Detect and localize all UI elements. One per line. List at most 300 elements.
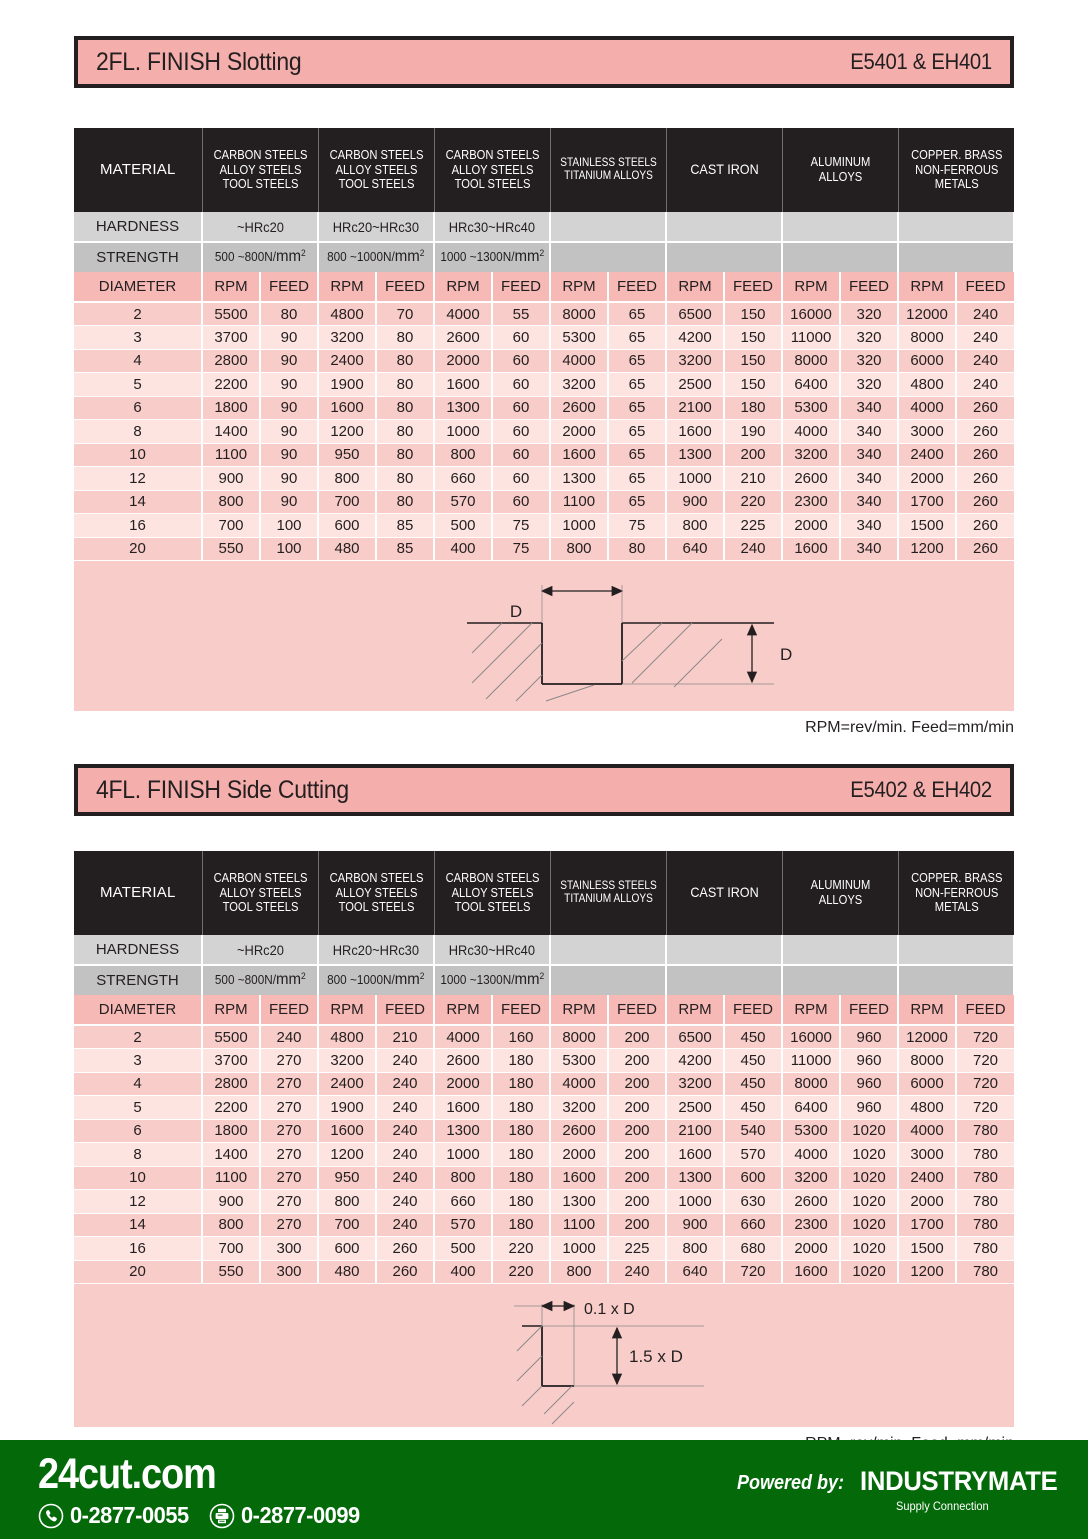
cell-diameter: 2 [74, 302, 202, 326]
material-header-row [74, 851, 1014, 935]
cell-feed: 720 [956, 1072, 1014, 1096]
cell-rpm: 4000 [782, 1143, 840, 1167]
cell-feed: 80 [376, 443, 434, 467]
cell-feed: 1020 [840, 1166, 898, 1190]
strength-value-5 [782, 242, 898, 272]
cell-feed: 260 [956, 537, 1014, 561]
cell-rpm: 700 [202, 514, 260, 538]
side-cut-axial-label: 1.5 x D [629, 1347, 683, 1366]
strength-value-0: 500 $\sim 800N/mm^2$ [202, 242, 318, 272]
hardness-label: HARDNESS [74, 935, 202, 965]
cell-feed: 240 [376, 1096, 434, 1120]
cell-feed: 660 [724, 1213, 782, 1237]
cell-diameter: 16 [74, 514, 202, 538]
cell-rpm: 1600 [666, 1143, 724, 1167]
cell-feed: 90 [260, 396, 318, 420]
cell-feed: 320 [840, 373, 898, 397]
feed-header-3: FEED [608, 272, 666, 302]
cell-rpm: 1100 [202, 443, 260, 467]
cell-feed: 270 [260, 1190, 318, 1214]
table-row [74, 1072, 1014, 1096]
cell-feed: 240 [608, 1260, 666, 1284]
feed-header-3: FEED [608, 995, 666, 1025]
cell-feed: 75 [608, 514, 666, 538]
cell-rpm: 480 [318, 1260, 376, 1284]
cell-feed: 260 [376, 1237, 434, 1261]
slot-depth-label: D [780, 645, 793, 664]
hardness-value-4 [666, 935, 782, 965]
table-row [74, 1237, 1014, 1261]
cell-rpm: 5500 [202, 1025, 260, 1049]
cell-feed: 200 [608, 1190, 666, 1214]
cell-rpm: 2800 [202, 349, 260, 373]
cell-diameter: 3 [74, 1049, 202, 1073]
cell-rpm: 1100 [202, 1166, 260, 1190]
cell-feed: 240 [956, 349, 1014, 373]
cell-rpm: 16000 [782, 1025, 840, 1049]
cell-diameter: 8 [74, 1143, 202, 1167]
table-row [74, 1143, 1014, 1167]
rpm-header-4: RPM [666, 272, 724, 302]
cell-feed: 60 [492, 349, 550, 373]
feed-header-0: FEED [260, 995, 318, 1025]
cell-rpm: 2000 [898, 1190, 956, 1214]
cell-rpm: 5300 [782, 396, 840, 420]
cell-feed: 80 [376, 467, 434, 491]
strength-value-4 [666, 965, 782, 995]
cell-feed: 540 [724, 1119, 782, 1143]
cell-feed: 270 [260, 1119, 318, 1143]
table-row [74, 514, 1014, 538]
cell-rpm: 12000 [898, 302, 956, 326]
cell-rpm: 800 [550, 537, 608, 561]
cell-feed: 200 [608, 1119, 666, 1143]
cell-feed: 240 [956, 373, 1014, 397]
cell-feed: 1020 [840, 1190, 898, 1214]
cell-feed: 450 [724, 1072, 782, 1096]
cell-feed: 780 [956, 1260, 1014, 1284]
cell-feed: 200 [608, 1143, 666, 1167]
table-row [74, 1213, 1014, 1237]
cell-feed: 1020 [840, 1260, 898, 1284]
hardness-label: HARDNESS [74, 212, 202, 242]
cell-feed: 630 [724, 1190, 782, 1214]
cell-feed: 240 [956, 326, 1014, 350]
brand-name: 24cut.com [38, 1450, 216, 1498]
cell-feed: 75 [492, 537, 550, 561]
cell-feed: 200 [608, 1213, 666, 1237]
cell-rpm: 500 [434, 514, 492, 538]
cell-feed: 270 [260, 1166, 318, 1190]
cell-rpm: 1400 [202, 1143, 260, 1167]
cell-feed: 960 [840, 1049, 898, 1073]
strength-value-3 [550, 242, 666, 272]
cell-rpm: 4000 [550, 1072, 608, 1096]
phone-contact[interactable] [38, 1502, 195, 1529]
cell-rpm: 3000 [898, 420, 956, 444]
cell-feed: 780 [956, 1119, 1014, 1143]
cell-feed: 190 [724, 420, 782, 444]
cell-rpm: 1500 [898, 514, 956, 538]
cell-feed: 90 [260, 420, 318, 444]
cell-rpm: 1200 [898, 1260, 956, 1284]
cell-rpm: 1000 [666, 467, 724, 491]
cell-rpm: 500 [434, 1237, 492, 1261]
material-group-5: ALUMINUM ALLOYS [782, 851, 898, 935]
cell-rpm: 1600 [434, 373, 492, 397]
cell-rpm: 4000 [434, 1025, 492, 1049]
cell-rpm: 800 [318, 1190, 376, 1214]
table-row [74, 490, 1014, 514]
cell-feed: 90 [260, 443, 318, 467]
cell-feed: 450 [724, 1049, 782, 1073]
cell-rpm: 2400 [898, 1166, 956, 1190]
cell-feed: 570 [724, 1143, 782, 1167]
cell-rpm: 8000 [782, 1072, 840, 1096]
cell-rpm: 2600 [434, 326, 492, 350]
cell-feed: 780 [956, 1143, 1014, 1167]
material-group-4: CAST IRON [666, 851, 782, 935]
cell-feed: 240 [260, 1025, 318, 1049]
cell-feed: 270 [260, 1213, 318, 1237]
cell-rpm: 3700 [202, 1049, 260, 1073]
cell-rpm: 1800 [202, 396, 260, 420]
hardness-row [74, 212, 1014, 242]
table-row [74, 396, 1014, 420]
industrymate-logo [860, 1466, 1068, 1513]
cell-rpm: 2300 [782, 490, 840, 514]
cell-rpm: 1600 [666, 420, 724, 444]
spec-table-side-cutting [74, 851, 1015, 1284]
material-group-5: ALUMINUM ALLOYS [782, 128, 898, 212]
cell-rpm: 700 [318, 1213, 376, 1237]
material-group-1: CARBON STEELS ALLOY STEELS TOOL STEELS [318, 128, 434, 212]
cell-feed: 90 [260, 326, 318, 350]
cell-feed: 260 [956, 467, 1014, 491]
cell-feed: 720 [956, 1096, 1014, 1120]
cell-rpm: 2500 [666, 1096, 724, 1120]
cell-feed: 200 [608, 1096, 666, 1120]
cell-rpm: 800 [318, 467, 376, 491]
cell-rpm: 6500 [666, 1025, 724, 1049]
cell-feed: 320 [840, 302, 898, 326]
material-header-row [74, 128, 1014, 212]
rpm-header-3: RPM [550, 995, 608, 1025]
slot-cross-section-diagram [74, 561, 1014, 711]
cell-feed: 270 [260, 1072, 318, 1096]
cell-rpm: 1900 [318, 373, 376, 397]
cell-rpm: 11000 [782, 1049, 840, 1073]
cell-feed: 180 [492, 1119, 550, 1143]
table-row [74, 467, 1014, 491]
cell-feed: 300 [260, 1237, 318, 1261]
cell-feed: 340 [840, 514, 898, 538]
hardness-value-3 [550, 935, 666, 965]
cell-rpm: 2300 [782, 1213, 840, 1237]
cell-feed: 65 [608, 373, 666, 397]
cell-rpm: 2400 [318, 349, 376, 373]
feed-header-0: FEED [260, 272, 318, 302]
cell-rpm: 3200 [666, 349, 724, 373]
cell-feed: 340 [840, 537, 898, 561]
cell-rpm: 2200 [202, 1096, 260, 1120]
cell-feed: 150 [724, 326, 782, 350]
cell-rpm: 5300 [550, 1049, 608, 1073]
cell-feed: 260 [956, 396, 1014, 420]
cell-feed: 180 [492, 1143, 550, 1167]
rpm-header-2: RPM [434, 272, 492, 302]
cell-rpm: 2000 [550, 420, 608, 444]
cell-feed: 60 [492, 326, 550, 350]
phone-icon [38, 1503, 64, 1529]
cell-rpm: 2100 [666, 396, 724, 420]
cell-rpm: 800 [202, 490, 260, 514]
cell-diameter: 14 [74, 490, 202, 514]
feed-header-2: FEED [492, 272, 550, 302]
page-footer [0, 1440, 1088, 1539]
cell-feed: 260 [376, 1260, 434, 1284]
cell-feed: 220 [492, 1237, 550, 1261]
cell-rpm: 1100 [550, 1213, 608, 1237]
cell-rpm: 1000 [434, 420, 492, 444]
cell-feed: 260 [956, 490, 1014, 514]
cell-rpm: 800 [666, 514, 724, 538]
cell-rpm: 8000 [898, 1049, 956, 1073]
cell-feed: 80 [376, 490, 434, 514]
cell-feed: 80 [376, 349, 434, 373]
rpm-header-5: RPM [782, 272, 840, 302]
feed-header-5: FEED [840, 995, 898, 1025]
side-cut-radial-label: 0.1 x D [584, 1301, 635, 1318]
cell-feed: 75 [492, 514, 550, 538]
cell-feed: 65 [608, 443, 666, 467]
cell-diameter: 20 [74, 537, 202, 561]
cell-feed: 340 [840, 490, 898, 514]
cell-rpm: 900 [202, 1190, 260, 1214]
cell-diameter: 20 [74, 1260, 202, 1284]
cell-rpm: 3200 [782, 443, 840, 467]
rpm-header-6: RPM [898, 995, 956, 1025]
cell-feed: 100 [260, 537, 318, 561]
slot-width-label: D [509, 602, 523, 621]
units-note-slotting: RPM=rev/min. Feed=mm/min [805, 719, 1014, 736]
powered-by-label: Powered by: [737, 1472, 845, 1494]
cell-rpm: 950 [318, 443, 376, 467]
strength-value-6 [898, 242, 1014, 272]
strength-value-1: 800 $\sim 1000N/mm^2$ [318, 242, 434, 272]
cell-feed: 65 [608, 490, 666, 514]
cell-feed: 90 [260, 467, 318, 491]
cell-rpm: 16000 [782, 302, 840, 326]
cell-feed: 200 [608, 1025, 666, 1049]
cell-rpm: 3200 [550, 373, 608, 397]
hardness-row [74, 935, 1014, 965]
cell-rpm: 1000 [666, 1190, 724, 1214]
cell-feed: 1020 [840, 1143, 898, 1167]
cell-rpm: 1600 [550, 443, 608, 467]
strength-value-3 [550, 965, 666, 995]
cell-rpm: 1600 [318, 1119, 376, 1143]
feed-header-4: FEED [724, 272, 782, 302]
cell-feed: 200 [724, 443, 782, 467]
cell-rpm: 6500 [666, 302, 724, 326]
table-row [74, 373, 1014, 397]
cell-rpm: 4800 [898, 373, 956, 397]
cell-rpm: 2400 [318, 1072, 376, 1096]
cell-rpm: 2600 [782, 467, 840, 491]
cell-rpm: 800 [434, 443, 492, 467]
cell-rpm: 1300 [550, 467, 608, 491]
cell-diameter: 6 [74, 1119, 202, 1143]
cell-feed: 85 [376, 537, 434, 561]
cell-rpm: 900 [202, 467, 260, 491]
rpm-header-3: RPM [550, 272, 608, 302]
fax-contact[interactable] [209, 1502, 366, 1529]
cell-rpm: 1200 [898, 537, 956, 561]
table-row [74, 443, 1014, 467]
spec-table-slotting [74, 128, 1015, 561]
cell-feed: 60 [492, 467, 550, 491]
cell-rpm: 3200 [782, 1166, 840, 1190]
hardness-value-2: HRc30~HRc40 [434, 212, 550, 242]
hardness-value-1: HRc20~HRc30 [318, 935, 434, 965]
cell-feed: 65 [608, 396, 666, 420]
cell-feed: 340 [840, 396, 898, 420]
cell-feed: 200 [608, 1072, 666, 1096]
material-group-2: CARBON STEELS ALLOY STEELS TOOL STEELS [434, 128, 550, 212]
strength-label: STRENGTH [74, 242, 202, 272]
cell-rpm: 640 [666, 537, 724, 561]
cell-feed: 450 [724, 1096, 782, 1120]
cell-feed: 320 [840, 349, 898, 373]
feed-header-6: FEED [956, 272, 1014, 302]
cell-feed: 300 [260, 1260, 318, 1284]
cell-feed: 60 [492, 490, 550, 514]
cell-feed: 180 [492, 1096, 550, 1120]
cell-diameter: 10 [74, 443, 202, 467]
cell-rpm: 2400 [898, 443, 956, 467]
cell-feed: 210 [376, 1025, 434, 1049]
cell-diameter: 5 [74, 373, 202, 397]
table-row [74, 326, 1014, 350]
cell-feed: 340 [840, 420, 898, 444]
industrymate-tagline: Supply Connection [896, 1499, 989, 1513]
cell-rpm: 1800 [202, 1119, 260, 1143]
cell-feed: 200 [608, 1049, 666, 1073]
cell-rpm: 4000 [550, 349, 608, 373]
material-group-6: COPPER. BRASS NON-FERROUS METALS [898, 851, 1014, 935]
cell-feed: 90 [260, 490, 318, 514]
cell-feed: 85 [376, 514, 434, 538]
cell-feed: 960 [840, 1096, 898, 1120]
table-row [74, 1166, 1014, 1190]
cell-feed: 450 [724, 1025, 782, 1049]
cell-feed: 260 [956, 514, 1014, 538]
feed-header-1: FEED [376, 995, 434, 1025]
material-group-6: COPPER. BRASS NON-FERROUS METALS [898, 128, 1014, 212]
cell-rpm: 4000 [434, 302, 492, 326]
cell-rpm: 2600 [782, 1190, 840, 1214]
cell-rpm: 4800 [898, 1096, 956, 1120]
material-group-4: CAST IRON [666, 128, 782, 212]
cell-rpm: 640 [666, 1260, 724, 1284]
cell-feed: 260 [956, 443, 1014, 467]
cell-feed: 600 [724, 1166, 782, 1190]
cell-rpm: 1600 [434, 1096, 492, 1120]
table-row [74, 537, 1014, 561]
cell-feed: 200 [608, 1166, 666, 1190]
column-header-row [74, 272, 1014, 302]
cell-feed: 150 [724, 349, 782, 373]
cell-rpm: 1300 [434, 1119, 492, 1143]
phone-number: 0-2877-0055 [70, 1502, 189, 1528]
strength-value-1: 800 $\sim 1000N/mm^2$ [318, 965, 434, 995]
cell-diameter: 16 [74, 1237, 202, 1261]
column-header-row [74, 995, 1014, 1025]
cell-feed: 720 [956, 1049, 1014, 1073]
cell-feed: 65 [608, 467, 666, 491]
material-group-2: CARBON STEELS ALLOY STEELS TOOL STEELS [434, 851, 550, 935]
cell-feed: 780 [956, 1166, 1014, 1190]
cell-feed: 220 [724, 490, 782, 514]
cell-rpm: 4200 [666, 326, 724, 350]
section-title: 2FL. FINISH Slotting [96, 47, 302, 76]
cell-rpm: 2500 [666, 373, 724, 397]
cell-rpm: 1200 [318, 1143, 376, 1167]
cell-diameter: 14 [74, 1213, 202, 1237]
cell-feed: 1020 [840, 1213, 898, 1237]
fax-number: 0-2877-0099 [240, 1502, 360, 1528]
rpm-header-0: RPM [202, 272, 260, 302]
cell-rpm: 600 [318, 514, 376, 538]
cell-feed: 270 [260, 1096, 318, 1120]
table-row [74, 1049, 1014, 1073]
cell-rpm: 1000 [550, 1237, 608, 1261]
rpm-header-4: RPM [666, 995, 724, 1025]
cell-feed: 220 [492, 1260, 550, 1284]
material-group-0: CARBON STEELS ALLOY STEELS TOOL STEELS [202, 128, 318, 212]
cell-rpm: 8000 [550, 1025, 608, 1049]
section-code: E5402 & EH402 [850, 777, 992, 802]
hardness-value-0: ~HRc20 [202, 212, 318, 242]
cell-rpm: 1500 [898, 1237, 956, 1261]
cell-diameter: 4 [74, 349, 202, 373]
cell-rpm: 1600 [782, 1260, 840, 1284]
strength-value-2: 1000 $\sim 1300N/mm^2$ [434, 242, 550, 272]
cell-rpm: 4000 [782, 420, 840, 444]
cell-feed: 240 [376, 1072, 434, 1096]
cell-feed: 240 [376, 1190, 434, 1214]
cell-rpm: 4200 [666, 1049, 724, 1073]
cell-diameter: 2 [74, 1025, 202, 1049]
cell-rpm: 4000 [898, 1119, 956, 1143]
cell-rpm: 11000 [782, 326, 840, 350]
header-material-label: MATERIAL [74, 128, 202, 212]
cell-rpm: 1300 [666, 1166, 724, 1190]
cell-rpm: 3200 [318, 326, 376, 350]
cell-feed: 65 [608, 420, 666, 444]
table-row [74, 420, 1014, 444]
cell-feed: 60 [492, 420, 550, 444]
cell-rpm: 6400 [782, 1096, 840, 1120]
cell-rpm: 480 [318, 537, 376, 561]
cell-rpm: 600 [318, 1237, 376, 1261]
data-rows-side-cutting [74, 1025, 1014, 1284]
material-group-3: STAINLESS STEELS TITANIUM ALLOYS [550, 851, 666, 935]
strength-row [74, 965, 1014, 995]
cell-feed: 80 [376, 326, 434, 350]
cell-rpm: 4800 [318, 302, 376, 326]
